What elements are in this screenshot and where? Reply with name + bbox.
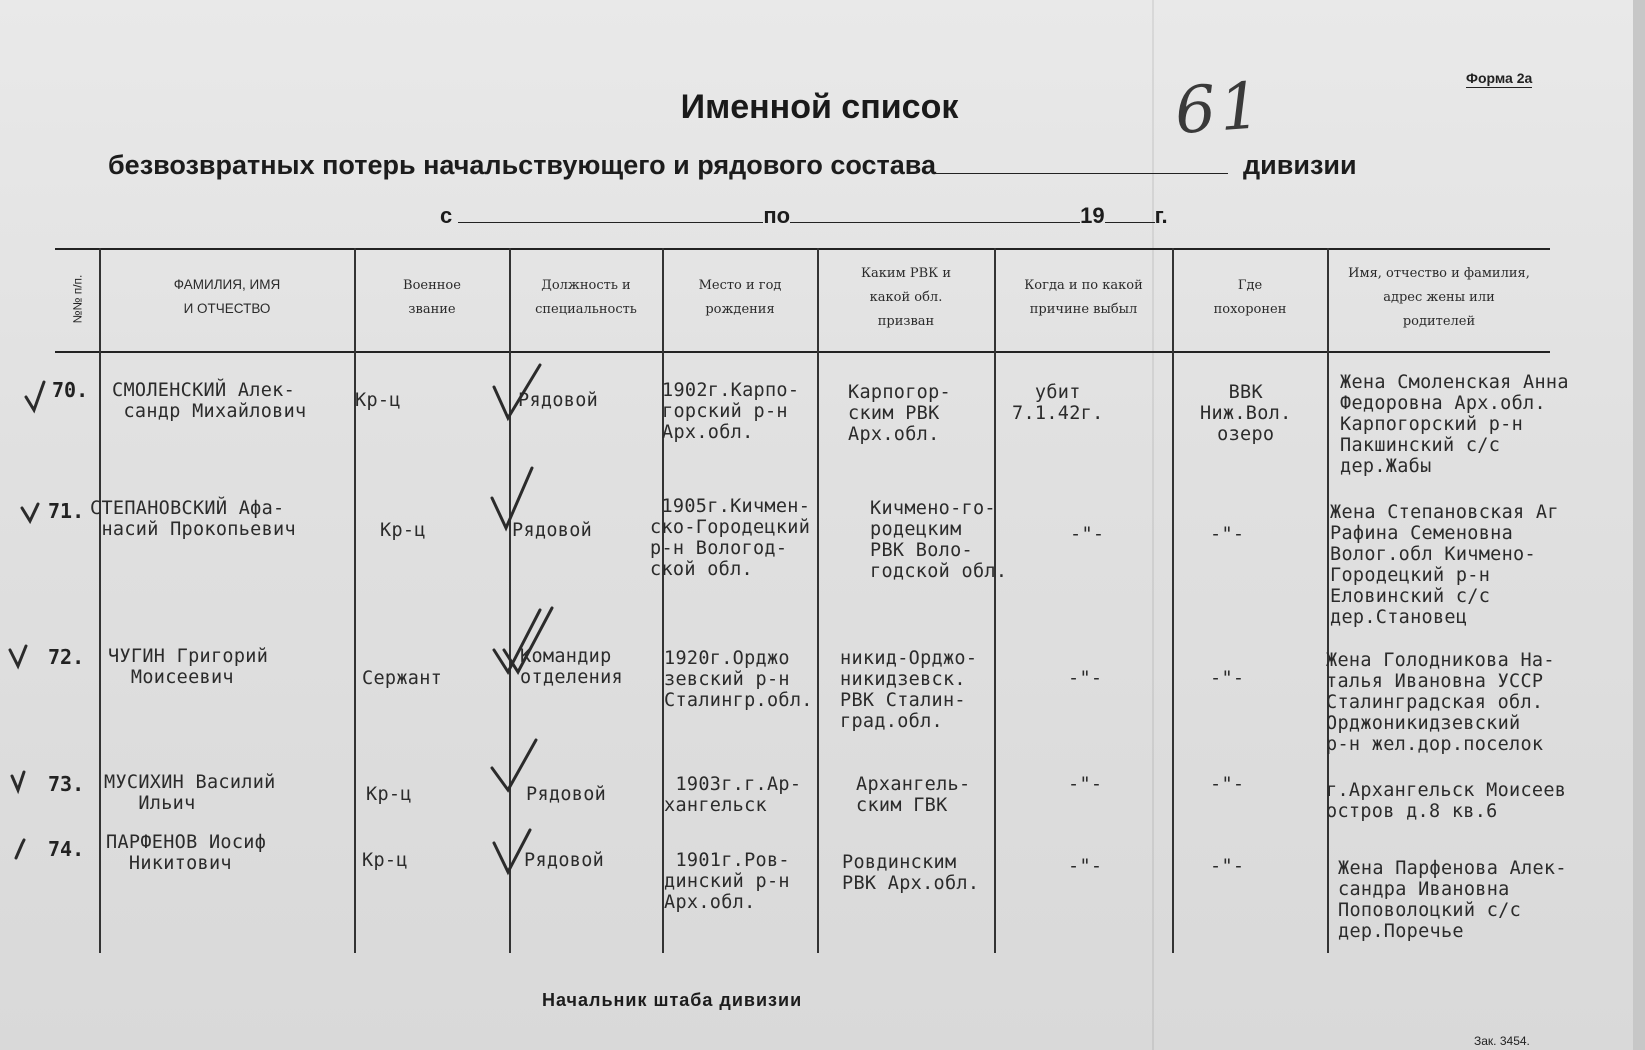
row-number: 70. — [52, 378, 89, 402]
row-rvk: никид-Орджо- никидзевск. РВК Сталин- град.обл. — [840, 648, 978, 732]
row-rank: Кр-ц — [380, 520, 426, 541]
header-where: Где похоронен — [1213, 278, 1287, 317]
header-number: №№ п/п. — [70, 274, 85, 324]
row-rank: Сержант — [362, 668, 443, 689]
row-relatives: Жена Парфенова Алек- сандра Ивановна Поповолоцкий с/с дер.Поречье — [1338, 858, 1567, 942]
position-check-icon — [492, 740, 536, 790]
row-name: ЧУГИН Григорий Моисеевич — [108, 646, 269, 688]
row-rvk: Кичмено-го- родецким РВК Воло- годской обл. — [870, 498, 1008, 582]
form-label: Форма 2а — [1466, 70, 1533, 86]
header-birth: Место и год рождения — [698, 278, 782, 317]
margin-check-icon — [10, 646, 26, 666]
position-check-icon — [492, 468, 532, 528]
row-rvk: Карпогор- ским РВК Арх.обл. — [848, 382, 951, 445]
row-relatives: г.Архангельск Моисеев остров д.8 кв.6 — [1326, 780, 1567, 822]
handwritten-number: 61 — [1172, 68, 1267, 150]
header-when: Когда и по какой причине выбыл — [1024, 278, 1143, 317]
order-number: Зак. 3454. — [1474, 1034, 1530, 1048]
margin-check-icon — [16, 840, 24, 858]
row-relatives: Жена Смоленская Анна Федоровна Арх.обл. Карпогорский р-н Пакшинский с/с дер.Жабы — [1340, 372, 1569, 477]
row-rvk: Архангель- ским ГВК — [856, 774, 971, 816]
row-when: убит 7.1.42г. — [1012, 382, 1104, 424]
row-name: СМОЛЕНСКИЙ Алек- сандр Михайлович — [112, 380, 307, 422]
row-relatives: Жена Степановская Аг Рафина Семеновна Волог.обл Кичмено- Городецкий р-н Еловинский с/с дер.Становец — [1330, 502, 1559, 628]
row-where: ВВК Ниж.Вол. озеро — [1200, 382, 1292, 445]
row-birth: 1903г.г.Ар- хангельск — [664, 774, 802, 816]
row-position: Командир отделения — [520, 646, 623, 688]
row-position: Рядовой — [524, 850, 605, 871]
row-when: -"- — [1068, 856, 1103, 877]
row-position: Рядовой — [512, 520, 593, 541]
margin-check-icon — [12, 772, 24, 790]
row-name: ПАРФЕНОВ Иосиф Никитович — [106, 832, 267, 874]
position-check-icon — [504, 608, 552, 672]
row-rank: Кр-ц — [362, 850, 408, 871]
row-birth: 1920г.Орджо зевский р-н Сталингр.обл. — [664, 648, 813, 711]
row-when: -"- — [1068, 774, 1103, 795]
row-rvk: Ровдинским РВК Арх.обл. — [842, 852, 980, 894]
row-birth: 1902г.Карпо- горский р-н Арх.обл. — [662, 380, 800, 443]
row-name: МУСИХИН Василий Ильич — [104, 772, 276, 814]
row-number: 73. — [48, 772, 85, 796]
row-name: СТЕПАНОВСКИЙ Афа- насий Прокопьевич — [90, 498, 296, 540]
date-range-line: с по 19 г. — [440, 203, 1168, 228]
margin-check-icon — [26, 382, 44, 410]
document-title: Именной список — [680, 88, 959, 126]
row-where: -"- — [1210, 774, 1245, 795]
header-rank: Военное звание — [403, 278, 461, 317]
margin-check-icon — [22, 504, 38, 521]
row-where: -"- — [1210, 668, 1245, 689]
header-rvk: Каким РВК и какой обл. призван — [860, 266, 951, 329]
header-position: Должность и специальность — [535, 278, 637, 317]
row-number: 72. — [48, 645, 85, 669]
header-relatives: Имя, отчество и фамилия, адрес жены или родителей — [1348, 266, 1530, 329]
row-number: 71. — [48, 499, 85, 523]
row-position: Рядовой — [526, 784, 607, 805]
document-subtitle: безвозвратных потерь начальствующего и рядового состава дивизии — [108, 150, 1357, 180]
row-where: -"- — [1210, 524, 1245, 545]
row-when: -"- — [1070, 524, 1105, 545]
row-number: 74. — [48, 837, 85, 861]
row-birth: 1905г.Кичмен- ско-Городецкий р-н Вологод- ской обл. — [650, 496, 811, 580]
position-check-icon — [494, 830, 530, 872]
row-where: -"- — [1210, 856, 1245, 877]
chief-of-staff-label: Начальник штаба дивизии — [542, 990, 803, 1010]
row-rank: Кр-ц — [366, 784, 412, 805]
row-rank: Кр-ц — [355, 390, 401, 411]
header-name: ФАМИЛИЯ, ИМЯ И ОТЧЕСТВО — [173, 277, 281, 316]
row-relatives: Жена Голодникова На- талья Ивановна УССР Сталинградская обл. Орджоникидзевский р-н жел.дор.поселок — [1326, 650, 1555, 755]
row-birth: 1901г.Ров- динский р-н Арх.обл. — [664, 850, 790, 913]
row-position: Рядовой — [518, 390, 599, 411]
row-when: -"- — [1068, 668, 1103, 689]
position-check-icon — [494, 365, 540, 418]
